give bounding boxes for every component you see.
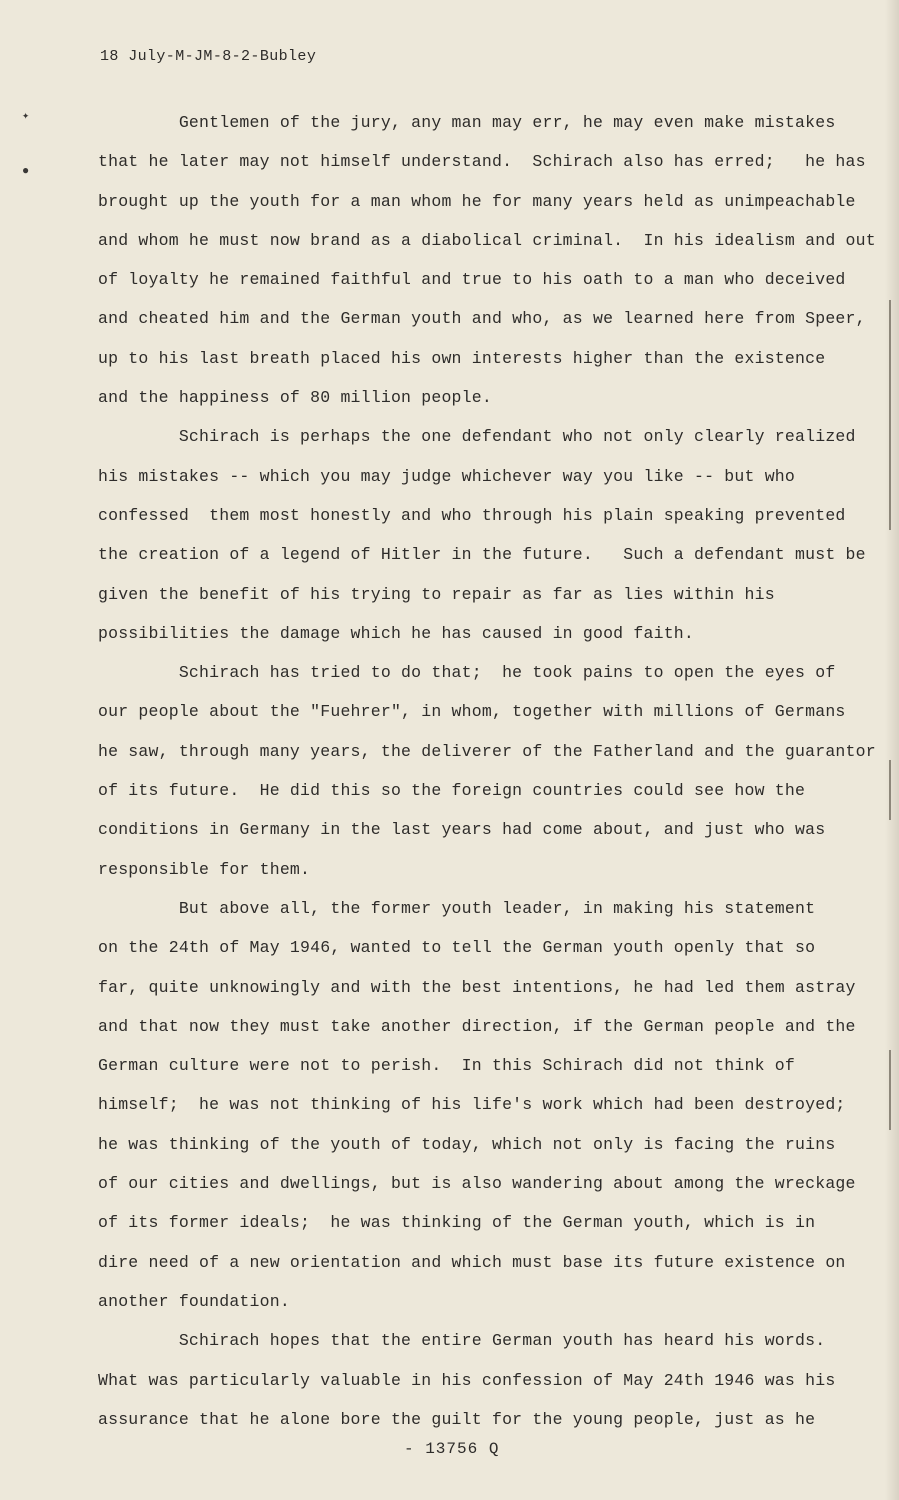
text-line: confessed them most honestly and who through his plain speaking prevented — [98, 505, 846, 525]
paragraph — [98, 103, 876, 417]
document-body — [98, 103, 876, 1439]
page-edge-shadow — [885, 0, 899, 1500]
text-line: and cheated him and the German youth and who, as we learned here from Speer, — [98, 309, 866, 329]
text-line: of its future. He did this so the foreign countries could see how the — [98, 781, 806, 801]
text-line: dire need of a new orientation and which must base its future existence on — [98, 1252, 846, 1272]
text-line: of our cities and dwellings, but is also wandering about among the wreckage — [98, 1174, 856, 1194]
text-line: and the happiness of 80 million people. — [98, 388, 492, 408]
binding-mark-icon: ✦ — [22, 109, 30, 123]
text-line: German culture were not to perish. In this Schirach did not think of — [98, 1056, 796, 1076]
text-line: himself; he was not thinking of his life's work which had been destroyed; — [98, 1095, 846, 1115]
text-line: and whom he must now brand as a diabolical criminal. In his idealism and out — [98, 230, 876, 250]
text-line: responsible for them. — [98, 859, 311, 879]
paragraph — [98, 889, 856, 1321]
text-line: conditions in Germany in the last years had come about, and just who was — [98, 820, 826, 840]
text-line: the creation of a legend of Hitler in the future. Such a defendant must be — [98, 545, 866, 565]
text-line: that he later may not himself understand. Schirach also has erred; he has — [98, 152, 866, 172]
text-line: given the benefit of his trying to repair as far as lies within his — [98, 584, 775, 604]
text-line: up to his last breath placed his own interests higher than the existence — [98, 348, 826, 368]
text-line: Schirach has tried to do that; he took pains to open the eyes of — [98, 663, 836, 683]
text-line: of its former ideals; he was thinking of the German youth, which is in — [98, 1213, 816, 1233]
text-line: Gentlemen of the jury, any man may err, he may even make mistakes — [98, 113, 836, 132]
document-header: 18 July-M-JM-8-2-Bubley — [100, 48, 317, 65]
text-line: But above all, the former youth leader, in making his statement — [98, 898, 816, 918]
paragraph — [98, 417, 866, 653]
text-line: another foundation. — [98, 1291, 290, 1311]
paragraph — [98, 653, 876, 889]
text-line: brought up the youth for a man whom he for many years held as unimpeachable — [98, 191, 856, 211]
page-fold-mark — [889, 760, 891, 820]
text-line: Schirach is perhaps the one defendant who not only clearly realized — [98, 427, 856, 447]
text-line: What was particularly valuable in his confession of May 24th 1946 was his — [98, 1370, 836, 1390]
paragraph — [98, 1321, 850, 1439]
text-line: his mistakes -- which you may judge whichever way you like -- but who — [98, 466, 796, 486]
text-line: Schirach hopes that the entire German youth has heard his words. — [98, 1331, 826, 1351]
text-line: and that now they must take another direction, if the German people and the — [98, 1016, 856, 1036]
text-line: on the 24th of May 1946, wanted to tell the German youth openly that so — [98, 938, 816, 958]
text-line: possibilities the damage which he has caused in good faith. — [98, 623, 694, 643]
page-number: - 13756 Q — [404, 1440, 500, 1458]
binding-mark-icon: ● — [22, 164, 30, 178]
text-line: he was thinking of the youth of today, which not only is facing the ruins — [98, 1134, 836, 1154]
text-line: far, quite unknowingly and with the best intentions, he had led them astray — [98, 977, 856, 997]
text-line: our people about the "Fuehrer", in whom, together with millions of Germans — [98, 702, 846, 722]
text-line: he saw, through many years, the deliverer of the Fatherland and the guarantor — [98, 741, 876, 761]
page-fold-mark — [889, 1050, 891, 1130]
page-fold-mark — [889, 300, 891, 530]
text-line: of loyalty he remained faithful and true to his oath to a man who deceived — [98, 270, 846, 290]
text-line: assurance that he alone bore the guilt for the young people, just as he — [98, 1409, 816, 1429]
